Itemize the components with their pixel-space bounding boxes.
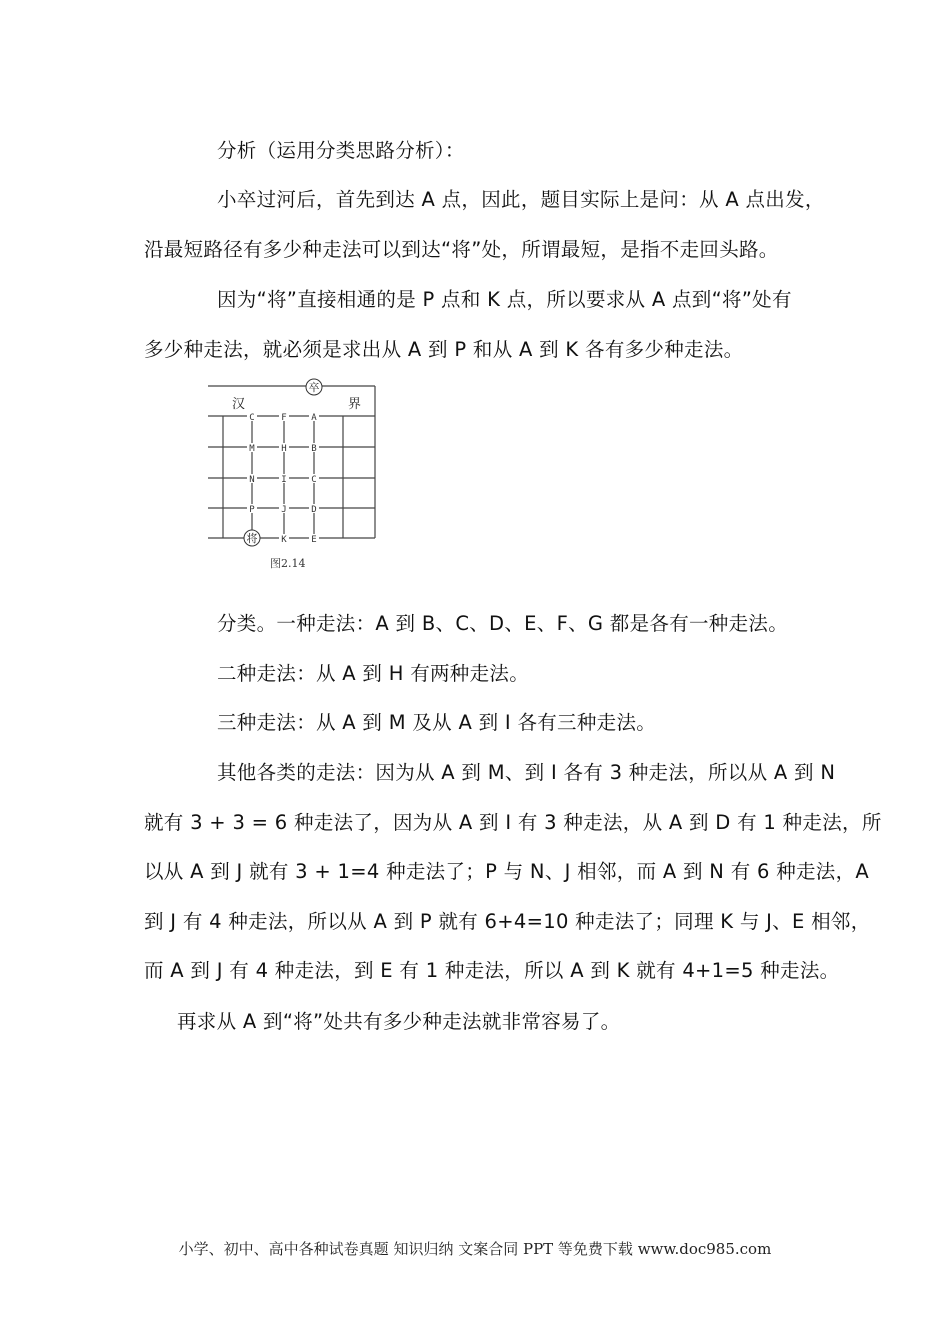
node-F: F bbox=[281, 413, 287, 423]
paragraph-line: 二种走法：从 A 到 H 有两种走法。 bbox=[217, 662, 529, 685]
node-N: N bbox=[249, 475, 255, 485]
paragraph-line: 因为“将”直接相通的是 P 点和 K 点，所以要求从 A 点到“将”处有 bbox=[217, 288, 792, 311]
paragraph-line: 分类。一种走法：A 到 B、C、D、E、F、G 都是各有一种走法。 bbox=[217, 612, 788, 635]
node-B: B bbox=[311, 444, 317, 454]
paragraph-line: 小卒过河后，首先到达 A 点，因此，题目实际上是问：从 A 点出发， bbox=[217, 188, 825, 211]
node-I: I bbox=[281, 475, 287, 485]
page-footer: 小学、初中、高中各种试卷真题 知识归纳 文案合同 PPT 等免费下载 www.doc985.com bbox=[178, 1240, 772, 1258]
figure-caption: 图2.14 bbox=[270, 557, 306, 570]
jie-label: 界 bbox=[348, 397, 362, 412]
node-E: E bbox=[311, 535, 317, 545]
paragraph-line: 其他各类的走法：因为从 A 到 M、到 I 各有 3 种走法，所以从 A 到 N bbox=[217, 761, 836, 784]
paragraph-line: 而 A 到 J 有 4 种走法，到 E 有 1 种走法，所以 A 到 K 就有 4+1=5 种走法。 bbox=[144, 959, 840, 982]
node-K: K bbox=[281, 535, 287, 545]
paragraph-line: 就有 3 + 3 = 6 种走法了，因为从 A 到 I 有 3 种走法，从 A 到 D 有 1 种走法，所 bbox=[144, 811, 882, 834]
chess-path-figure bbox=[200, 378, 390, 573]
paragraph-line: 以从 A 到 J 就有 3 + 1=4 种走法了；P 与 N、J 相邻，而 A 到 N 有 6 种走法，A bbox=[144, 860, 870, 883]
node-J: J bbox=[281, 505, 287, 515]
paragraph-line: 到 J 有 4 种走法，所以从 A 到 P 就有 6+4=10 种走法了；同理 K 与 J、E 相邻， bbox=[144, 910, 871, 933]
node-C-left: C bbox=[249, 413, 255, 423]
node-H: H bbox=[281, 444, 287, 454]
node-A: A bbox=[311, 413, 317, 423]
node-C-right: C bbox=[311, 475, 317, 485]
paragraph-line: 再求从 A 到“将”处共有多少种走法就非常容易了。 bbox=[177, 1010, 621, 1033]
zu-piece-label: 卒 bbox=[308, 381, 320, 394]
paragraph-line: 多少种走法，就必须是求出从 A 到 P 和从 A 到 K 各有多少种走法。 bbox=[144, 338, 744, 361]
paragraph-line: 三种走法：从 A 到 M 及从 A 到 I 各有三种走法。 bbox=[217, 711, 657, 734]
node-M: M bbox=[249, 444, 255, 454]
jiang-piece-label: 将 bbox=[246, 532, 258, 545]
node-D: D bbox=[311, 505, 317, 515]
analysis-heading: 分析（运用分类思路分析）： bbox=[217, 139, 465, 162]
han-label: 汉 bbox=[232, 397, 246, 412]
paragraph-line: 沿最短路径有多少种走法可以到达“将”处，所谓最短，是指不走回头路。 bbox=[144, 238, 779, 261]
node-P: P bbox=[249, 505, 255, 515]
